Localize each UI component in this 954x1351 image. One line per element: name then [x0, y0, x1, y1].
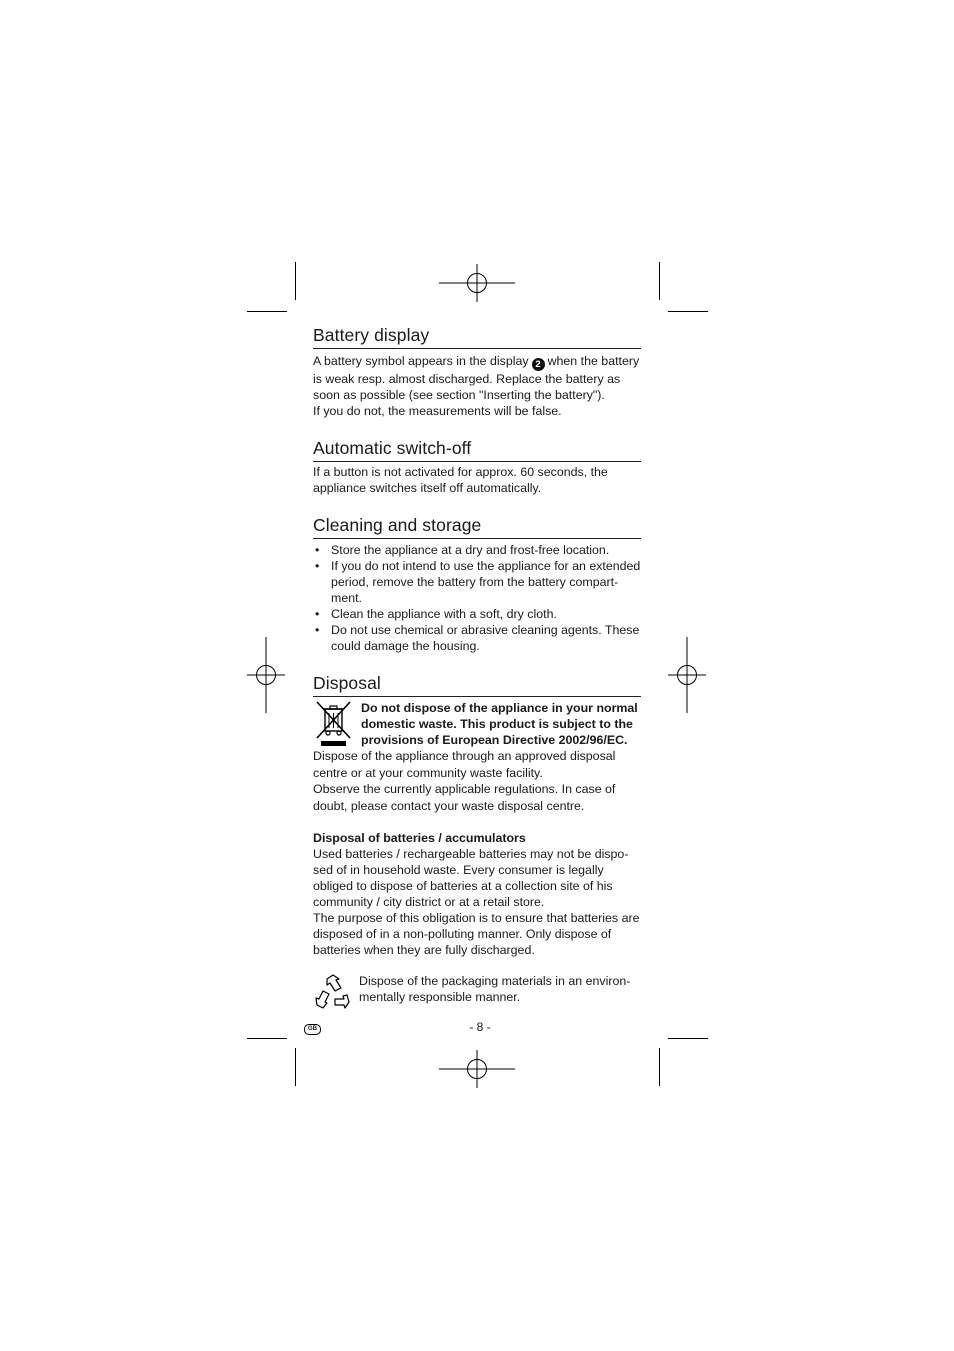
disposal-paragraph: Dispose of the appliance through an approved disposal centre or at your community waste facility.	[313, 749, 616, 780]
list-item: • Do not use chemical or abrasive cleaning agents. These could damage the housing.	[313, 622, 641, 654]
crop-mark	[295, 1048, 296, 1086]
registration-mark-top	[439, 264, 515, 302]
registration-mark-right	[668, 637, 706, 713]
switch-off-text: If a button is not activated for approx. 60 seconds, the appliance switches itself off automatically.	[313, 465, 608, 495]
crop-mark	[668, 311, 708, 312]
crop-mark	[295, 262, 296, 300]
registration-mark-bottom	[439, 1050, 515, 1088]
list-item: • If you do not intend to use the appliance for an extended period, remove the battery from the battery compart- ment.	[313, 558, 641, 606]
registration-mark-left	[247, 637, 285, 713]
disposal-paragraph: Observe the currently applicable regulations. In case of doubt, please contact your waste disposal centre.	[313, 782, 616, 813]
list-item: • Clean the appliance with a soft, dry cloth.	[313, 606, 641, 622]
battery-display-section	[313, 324, 641, 419]
automatic-switch-off-section	[313, 437, 641, 496]
section-title: Automatic switch-off	[313, 437, 641, 462]
disposal-section	[313, 672, 641, 1013]
batteries-paragraph: The purpose of this obligation is to ensure that batteries are disposed of in a non-polluting manner. Only dispose of batteries when they are fully discharged.	[313, 911, 640, 957]
battery-text: A battery symbol appears in the display 2 when the battery is weak resp. almost discharged. Replace the battery as soon as possible (see section "Inserting the battery").	[313, 354, 640, 402]
crop-mark	[247, 311, 287, 312]
crop-mark	[247, 1038, 287, 1039]
crossed-out-bin-icon	[313, 700, 355, 748]
disposal-warning-row	[313, 700, 641, 748]
recycling-icon	[313, 973, 353, 1013]
cleaning-storage-section	[313, 514, 641, 654]
batteries-paragraph: Used batteries / rechargeable batteries may not be dispo- sed of in household waste. Every consumer is legally obliged to dispose of batteries at a collection site of his community / city district or at a retail store.	[313, 847, 629, 909]
page-content	[313, 324, 641, 1013]
disposal-warning-text: Do not dispose of the appliance in your normal domestic waste. This product is subject to the provisions of European Directive 2002/96/EC.	[361, 701, 638, 747]
display-number-badge: 2	[532, 358, 545, 371]
crop-mark	[659, 262, 660, 300]
section-title: Disposal	[313, 672, 641, 697]
page-number: - 8 -	[469, 1020, 491, 1034]
cleaning-list	[313, 542, 641, 654]
packaging-text: Dispose of the packaging materials in an environ- mentally responsible manner.	[359, 974, 631, 1004]
battery-warning: If you do not, the measurements will be false.	[313, 404, 562, 418]
section-title: Battery display	[313, 324, 641, 349]
batteries-disposal-title: Disposal of batteries / accumulators	[313, 831, 526, 845]
language-badge: GB	[304, 1024, 321, 1035]
section-title: Cleaning and storage	[313, 514, 641, 539]
packaging-row	[313, 973, 641, 1013]
crop-mark	[659, 1048, 660, 1086]
crop-mark	[668, 1038, 708, 1039]
list-item: • Store the appliance at a dry and frost-free location.	[313, 542, 641, 558]
